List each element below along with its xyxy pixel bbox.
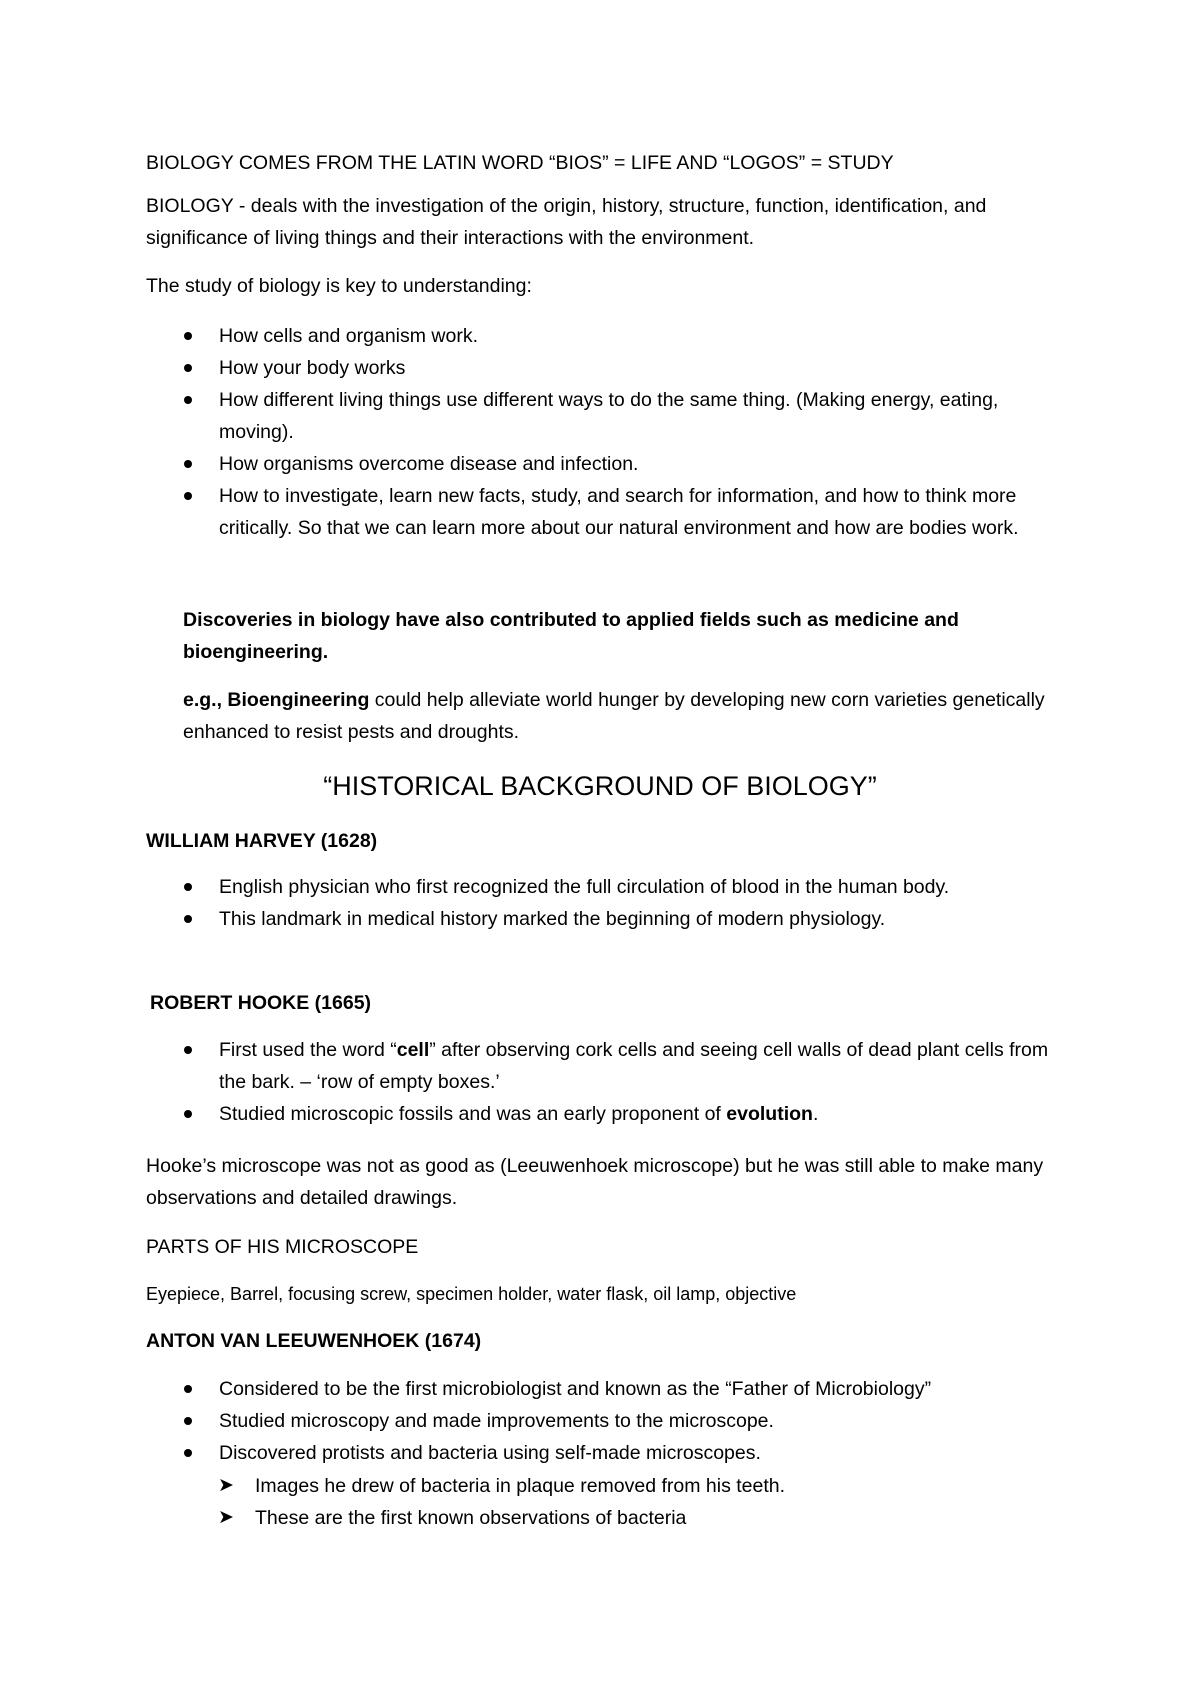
harvey-heading: WILLIAM HARVEY (1628): [146, 830, 378, 852]
bioengineering-example: [183, 684, 1063, 748]
latin-origin-line: BIOLOGY COMES FROM THE LATIN WORD “BIOS” = LIFE AND “LOGOS” = STUDY: [146, 152, 894, 174]
list-item: Considered to be the first microbiologist and known as the “Father of Microbiology”: [181, 1373, 1061, 1405]
list-item: How different living things use different ways to do the same thing. (Making energy, eating, moving).: [181, 384, 1061, 448]
bullet-icon: [184, 1110, 192, 1118]
example-prefix: e.g., Bioengineering: [183, 689, 370, 711]
biology-definition: [146, 190, 1086, 254]
list-item: How cells and organism work.: [181, 320, 1061, 352]
list-item: First used the word “cell” after observing cork cells and seeing cell walls of dead plant cells from the bark. – ‘row of empty boxes.’: [181, 1034, 1061, 1098]
example-text: could help alleviate world hunger by developing new corn varieties genetically enhanced to resist pests and droughts.: [183, 689, 1045, 743]
arrow-bullet-icon: ➤: [218, 1475, 234, 1496]
leeuwenhoek-heading: ANTON VAN LEEUWENHOEK (1674): [146, 1330, 482, 1352]
bullet-icon: [184, 1449, 192, 1457]
list-item: Discovered protists and bacteria using self-made microscopes.: [181, 1437, 1061, 1469]
history-title: “HISTORICAL BACKGROUND OF BIOLOGY”: [323, 771, 877, 801]
discoveries-paragraph: Discoveries in biology have also contributed to applied fields such as medicine and bioengineering.: [183, 609, 959, 663]
bullet-icon: [184, 1417, 192, 1425]
hooke-list: [181, 1034, 1061, 1130]
list-item: ➤ Images he drew of bacteria in plaque removed from his teeth.: [218, 1470, 1078, 1502]
leeuwenhoek-sublist: [218, 1470, 1078, 1534]
list-item: How to investigate, learn new facts, study, and search for information, and how to think more critically. So that we can learn more about our natural environment and how are bodies work.: [181, 480, 1061, 544]
list-item: This landmark in medical history marked the beginning of modern physiology.: [181, 903, 1061, 935]
bullet-icon: [184, 364, 192, 372]
definition-term: BIOLOGY: [146, 195, 234, 217]
study-key-line: The study of biology is key to understanding:: [146, 275, 532, 297]
list-item: Studied microscopy and made improvements to the microscope.: [181, 1405, 1061, 1437]
list-item: ➤ These are the first known observations of bacteria: [218, 1502, 1078, 1534]
bullet-icon: [184, 915, 192, 923]
bullet-icon: [184, 492, 192, 500]
bullet-icon: [184, 1385, 192, 1393]
hooke-heading: ROBERT HOOKE (1665): [150, 992, 372, 1014]
parts-heading: PARTS OF HIS MICROSCOPE: [146, 1236, 419, 1258]
bullet-icon: [184, 1046, 192, 1054]
bullet-icon: [184, 396, 192, 404]
list-item: How organisms overcome disease and infection.: [181, 448, 1061, 480]
definition-text: - deals with the investigation of the origin, history, structure, function, identification, and significance of living things and their interactions with the environment.: [146, 195, 987, 249]
leeuwenhoek-list: [181, 1373, 1061, 1469]
harvey-list: [181, 871, 1061, 935]
arrow-bullet-icon: ➤: [218, 1507, 234, 1528]
hooke-microscope-note: Hooke’s microscope was not as good as (Leeuwenhoek microscope) but he was still able to make many observations and detailed drawings.: [146, 1155, 1044, 1209]
key-understanding-list: [181, 320, 1061, 544]
list-item: Studied microscopic fossils and was an early proponent of evolution.: [181, 1098, 1061, 1130]
bullet-icon: [184, 332, 192, 340]
list-item: English physician who first recognized the full circulation of blood in the human body.: [181, 871, 1061, 903]
bullet-icon: [184, 460, 192, 468]
bullet-icon: [184, 883, 192, 891]
list-item: How your body works: [181, 352, 1061, 384]
parts-list: Eyepiece, Barrel, focusing screw, specimen holder, water flask, oil lamp, objective: [146, 1284, 797, 1304]
